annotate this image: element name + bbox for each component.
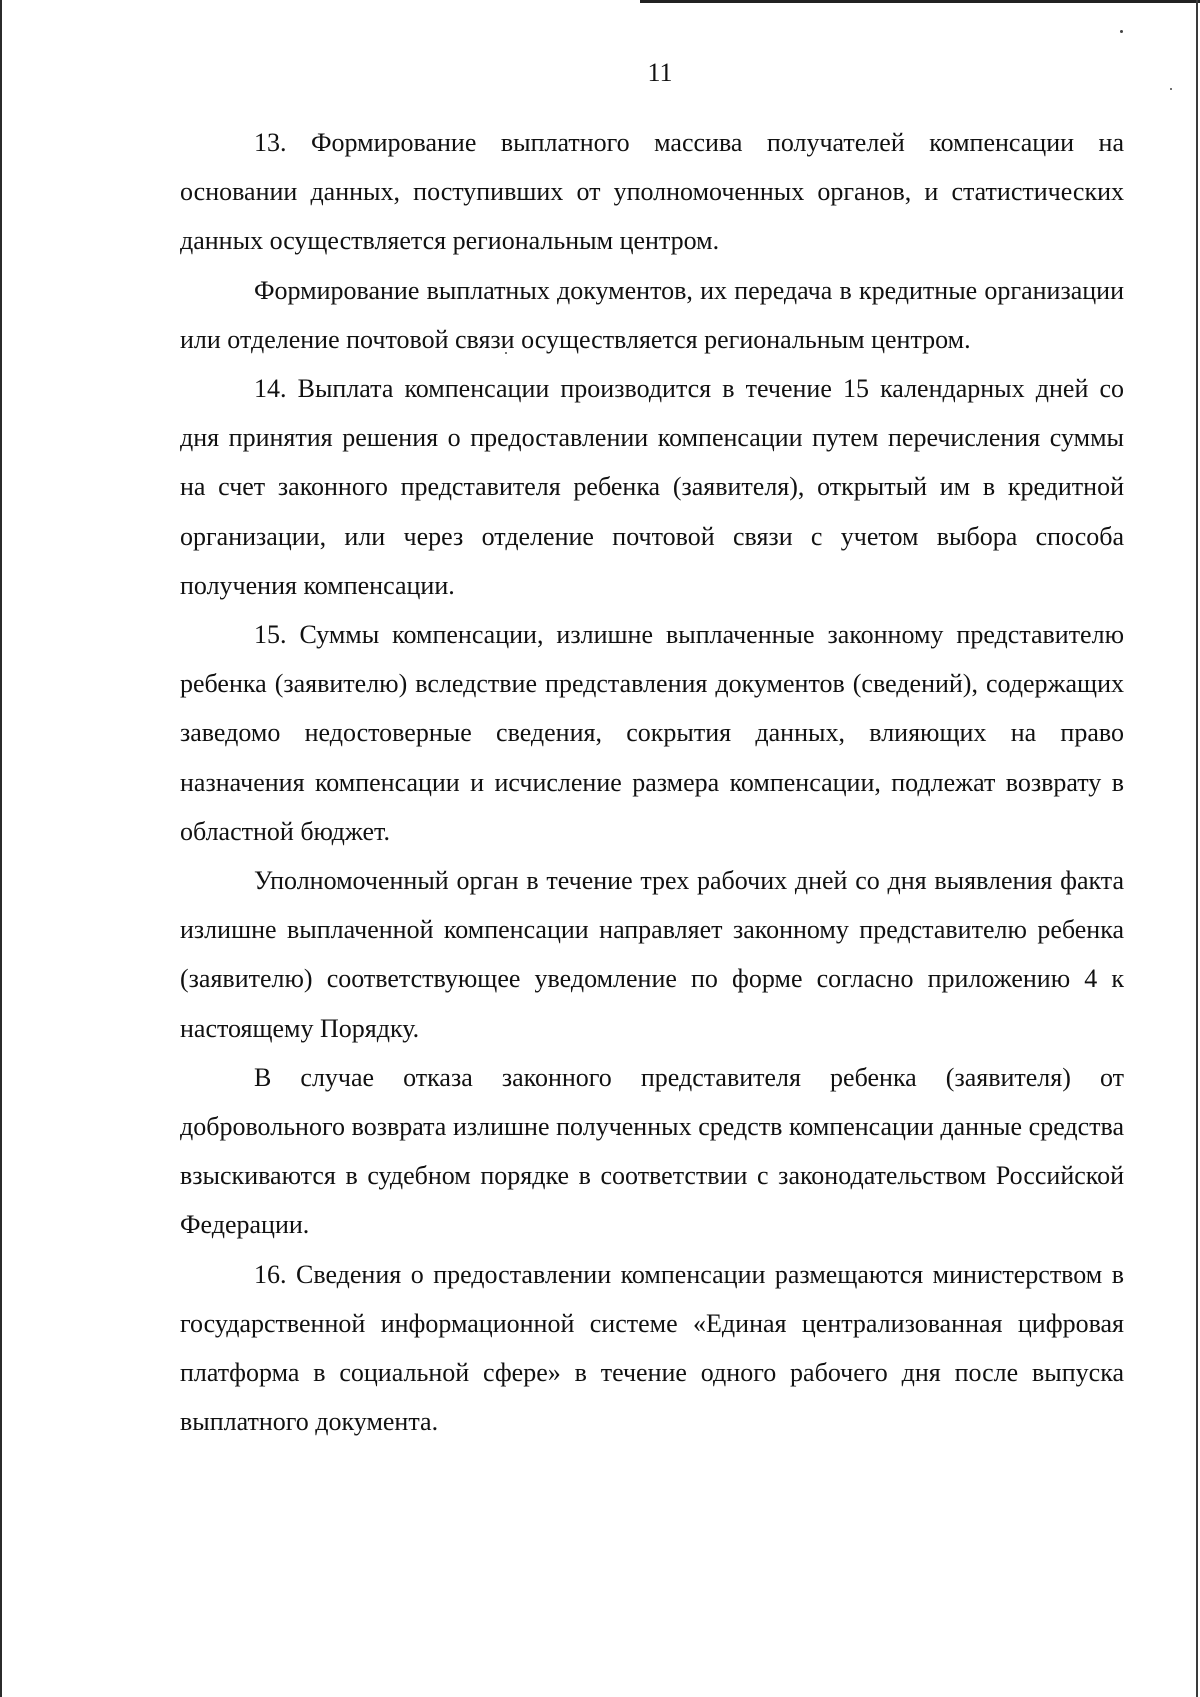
- paragraph-15-refusal: В случае отказа законного представителя ребенка (заявителя) от добровольного возврата излишне полученных средств компенсации данные средства взыскиваются в судебном порядке в соответствии с законодательством Российской Федерации.: [180, 1062, 1124, 1240]
- page-number: 11: [647, 58, 673, 87]
- scan-speck: [1120, 30, 1123, 33]
- scan-edge-right: [1196, 0, 1198, 1697]
- paragraph-15: 15. Суммы компенсации, излишне выплаченные законному представителю ребенка (заявителю) вследствие представления документов (сведений), содержащих заведомо недостоверные сведения, сокрытия данных, влияющих на право назначения компенсации и исчисление размера компенсации, подлежат возврату в областной бюджет.: [180, 620, 1124, 846]
- paragraph-15-notice: Уполномоченный орган в течение трех рабочих дней со дня выявления факта излишне выплаченной компенсации направляет законному представителю ребенка (заявителю) соответствующее уведомление по форме согласно приложению 4 к настоящему Порядку.: [180, 866, 1124, 1043]
- scan-speck: [1170, 88, 1172, 90]
- paragraph-13: 13. Формирование выплатного массива получателей компенсации на основании данных, поступивших от уполномоченных органов, и статистических данных осуществляется региональным центром.: [180, 128, 1124, 256]
- paragraph-16: 16. Сведения о предоставлении компенсации размещаются министерством в государственной информационной системе «Единая централизованная цифровая платформа в социальной сфере» в течение одного рабочего дня после выпуска выплатного документа.: [180, 1259, 1124, 1437]
- document-body: [180, 118, 1124, 1446]
- paragraph-14: 14. Выплата компенсации производится в течение 15 календарных дней со дня принятия решения о предоставлении компенсации путем перечисления суммы на счет законного представителя ребенка (заявителя), открытый им в кредитной организации, или через отделение почтовой связи с учетом выбора способа получения компенсации.: [180, 374, 1124, 600]
- paragraph-13-continued: Формирование выплатных документов, их передача в кредитные организации или отделение почтовой связи осуществляется региональным центром.: [180, 275, 1124, 354]
- scan-edge-left: [0, 0, 2, 1697]
- scan-edge-top: [640, 0, 1200, 3]
